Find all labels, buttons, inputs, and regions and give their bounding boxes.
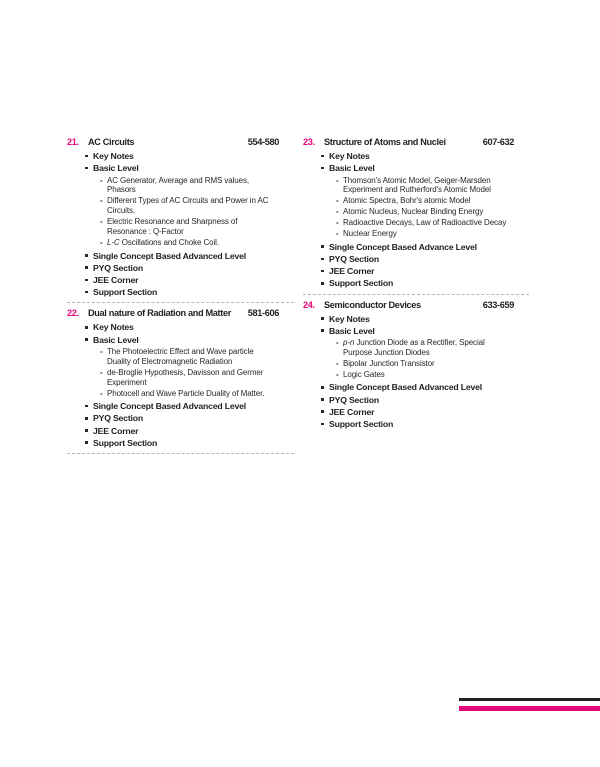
subtopic-text: Electric Resonance and Sharpness of Resonance : Q-Factor [107, 217, 238, 237]
footer-dark-bar [459, 698, 600, 701]
dash-bullet-icon: - [100, 196, 103, 206]
subtopic-text: Atomic Nucleus, Nuclear Binding Energy [343, 207, 484, 217]
chapter-item-label: PYQ Section [329, 254, 379, 265]
chapter-item-list [303, 313, 514, 431]
chapter-item [321, 418, 514, 430]
dash-bullet-icon: - [100, 238, 103, 248]
chapter-item-label: Single Concept Based Advance Level [329, 241, 477, 252]
chapter-item [85, 286, 279, 298]
chapter-item [85, 162, 279, 174]
dash-bullet-icon: - [100, 388, 103, 398]
chapter-item-label: PYQ Section [329, 394, 379, 405]
subtopic-item [100, 347, 279, 367]
chapter-item-label: Single Concept Based Advanced Level [329, 382, 482, 393]
subtopic-item [336, 229, 514, 239]
chapter-number: 24. [303, 299, 315, 310]
chapter-item-label: PYQ Section [93, 262, 143, 273]
square-bullet-icon [321, 265, 329, 277]
chapter-item-label: Support Section [329, 419, 394, 430]
chapter-item-label: JEE Corner [93, 425, 139, 436]
dash-bullet-icon: - [100, 346, 103, 356]
dash-bullet-icon: - [336, 175, 339, 185]
dashed-divider [67, 453, 294, 454]
chapter-item [85, 334, 279, 346]
subtopic-text: AC Generator, Average and RMS values, Phasors [107, 175, 250, 195]
chapter-page-range: 554-580 [247, 137, 279, 147]
toc-chapter [67, 308, 279, 449]
chapter-header [67, 137, 279, 148]
chapter-item [321, 381, 514, 393]
chapter-item [85, 412, 279, 424]
subtopic-item [336, 218, 514, 228]
subtopic-text: Radioactive Decays, Law of Radioactive Decay [343, 218, 507, 228]
square-bullet-icon [85, 286, 93, 298]
chapter-item [321, 150, 514, 162]
chapter-item-label: JEE Corner [329, 406, 375, 417]
chapter-item-label: Basic Level [93, 334, 139, 345]
chapter-item-label: Basic Level [329, 325, 375, 336]
chapter-item [85, 262, 279, 274]
square-bullet-icon [321, 325, 329, 337]
chapter-item [321, 241, 514, 253]
subtopic-item [336, 338, 514, 358]
subtopic-text: Logic Gates [343, 370, 385, 380]
toc-chapter [303, 137, 514, 290]
subtopic-text: Different Types of AC Circuits and Power in AC Circuits. [107, 196, 269, 216]
chapter-item [85, 150, 279, 162]
chapter-item-label: Support Section [93, 287, 158, 298]
square-bullet-icon [321, 313, 329, 325]
subtopic-item [336, 176, 514, 196]
chapter-item-list [303, 150, 514, 290]
chapter-header [303, 137, 514, 148]
chapter-item [85, 250, 279, 262]
chapter-item-label: Single Concept Based Advanced Level [93, 250, 246, 261]
chapter-item-list [67, 321, 279, 449]
subtopic-text: Nuclear Energy [343, 229, 397, 239]
subtopic-italic-term: p-n [343, 338, 355, 348]
chapter-item [321, 162, 514, 174]
chapter-header [303, 300, 514, 311]
chapter-header [67, 308, 279, 319]
chapter-item [321, 406, 514, 418]
subtopic-list [321, 176, 514, 240]
subtopic-text: de-Broglie Hypothesis, Davisson and Germer Experiment [107, 367, 264, 387]
chapter-item-label: Support Section [329, 278, 394, 289]
chapter-item [321, 265, 514, 277]
chapter-item [85, 437, 279, 449]
dash-bullet-icon: - [336, 207, 339, 217]
chapter-item-label: Support Section [93, 437, 158, 448]
chapter-item [85, 425, 279, 437]
chapter-item [321, 394, 514, 406]
dash-bullet-icon: - [336, 218, 339, 228]
subtopic-text: Atomic Spectra, Bohr's atomic Model [343, 196, 471, 206]
square-bullet-icon [321, 162, 329, 174]
subtopic-item [336, 196, 514, 206]
chapter-item-label: Basic Level [329, 163, 375, 174]
dash-bullet-icon: - [336, 229, 339, 239]
square-bullet-icon [321, 277, 329, 289]
footer-pink-bar [459, 706, 600, 711]
square-bullet-icon [85, 437, 93, 449]
chapter-title: AC Circuits [88, 137, 135, 147]
chapter-page-range: 607-632 [482, 137, 514, 147]
subtopic-item [100, 368, 279, 388]
chapter-item-label: Key Notes [329, 151, 370, 161]
chapter-number: 23. [303, 137, 315, 147]
chapter-item [85, 274, 279, 286]
dash-bullet-icon: - [100, 367, 103, 377]
subtopic-text: p-n Junction Diode as a Rectifier, Special Purpose Junction Diodes [343, 338, 485, 358]
subtopic-item [100, 217, 279, 237]
chapter-item-label: JEE Corner [93, 275, 139, 286]
subtopic-list [321, 338, 514, 380]
chapter-number: 22. [67, 308, 79, 319]
subtopic-text: Thomson's Atomic Model, Geiger-Marsden Experiment and Rutherford's Atomic Model [343, 175, 491, 195]
chapter-item-label: JEE Corner [329, 266, 375, 277]
chapter-item [85, 400, 279, 412]
chapter-item [321, 277, 514, 289]
square-bullet-icon [321, 418, 329, 430]
chapter-item-label: Key Notes [93, 151, 134, 161]
square-bullet-icon [321, 253, 329, 265]
square-bullet-icon [321, 394, 329, 406]
square-bullet-icon [321, 241, 329, 253]
square-bullet-icon [85, 321, 93, 333]
toc-column-left [67, 137, 279, 459]
chapter-item-label: PYQ Section [93, 413, 143, 424]
subtopic-item [336, 359, 514, 369]
dash-bullet-icon: - [336, 338, 339, 348]
chapter-item [321, 313, 514, 325]
square-bullet-icon [85, 400, 93, 412]
subtopic-italic-term: L-C [107, 238, 120, 248]
dash-bullet-icon: - [100, 217, 103, 227]
toc-chapter [67, 137, 279, 298]
subtopic-item [336, 207, 514, 217]
square-bullet-icon [321, 150, 329, 162]
subtopic-text: L-C Oscillations and Choke Coil. [107, 238, 219, 248]
square-bullet-icon [85, 262, 93, 274]
square-bullet-icon [321, 381, 329, 393]
square-bullet-icon [85, 150, 93, 162]
chapter-page-range: 581-606 [247, 308, 279, 319]
dash-bullet-icon: - [336, 370, 339, 380]
subtopic-item [100, 389, 279, 399]
chapter-item [321, 253, 514, 265]
square-bullet-icon [321, 406, 329, 418]
chapter-item-label: Basic Level [93, 163, 139, 174]
dashed-divider [67, 302, 294, 303]
chapter-title: Dual nature of Radiation and Matter [88, 308, 231, 319]
chapter-item [321, 325, 514, 337]
chapter-number: 21. [67, 137, 79, 147]
square-bullet-icon [85, 162, 93, 174]
subtopic-item [100, 238, 279, 248]
chapter-item [85, 321, 279, 333]
square-bullet-icon [85, 274, 93, 286]
subtopic-text: Bipolar Junction Transistor [343, 359, 435, 369]
subtopic-list [85, 176, 279, 249]
subtopic-text: Photocell and Wave Particle Duality of Matter. [107, 388, 265, 398]
chapter-item-label: Single Concept Based Advanced Level [93, 401, 246, 412]
chapter-item-list [67, 150, 279, 298]
subtopic-item [336, 370, 514, 380]
chapter-title: Structure of Atoms and Nuclei [324, 137, 446, 147]
toc-column-right [303, 137, 514, 430]
chapter-item-label: Key Notes [329, 313, 370, 324]
subtopic-text: The Photoelectric Effect and Wave particle Duality of Electromagnetic Radiation [107, 346, 254, 366]
square-bullet-icon [85, 250, 93, 262]
chapter-page-range: 633-659 [482, 299, 514, 310]
chapter-item-label: Key Notes [93, 322, 134, 333]
toc-chapter [303, 300, 514, 431]
square-bullet-icon [85, 425, 93, 437]
square-bullet-icon [85, 412, 93, 424]
dash-bullet-icon: - [336, 359, 339, 369]
subtopic-list [85, 347, 279, 399]
chapter-title: Semiconductor Devices [324, 299, 421, 310]
dash-bullet-icon: - [100, 175, 103, 185]
subtopic-item [100, 176, 279, 196]
dash-bullet-icon: - [336, 196, 339, 206]
subtopic-item [100, 196, 279, 216]
dashed-divider [303, 294, 529, 295]
square-bullet-icon [85, 334, 93, 346]
